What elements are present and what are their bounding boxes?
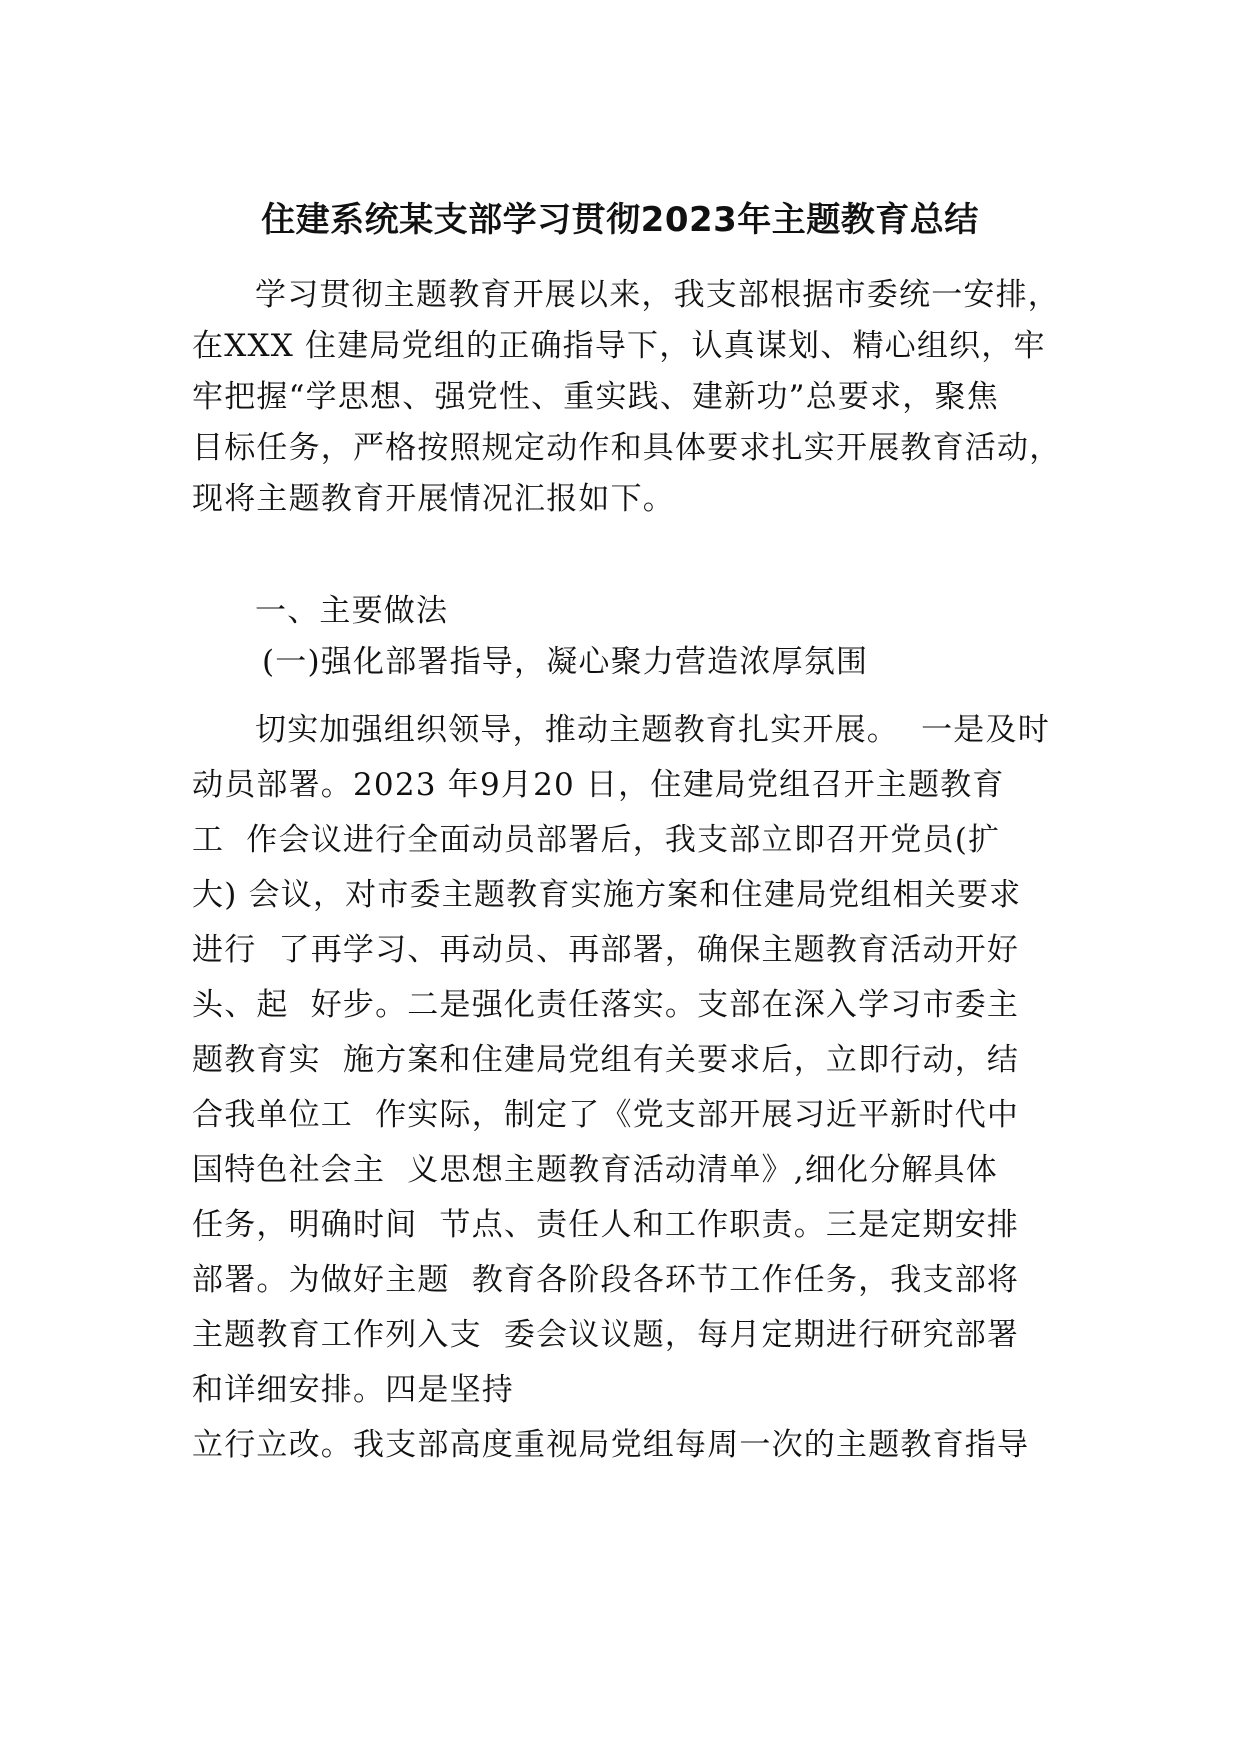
- body-line-15: 任务，明确时间 节点、责任人和工作职责。三是定期安排: [192, 1207, 1020, 1243]
- section-heading: 一、主要做法: [255, 593, 449, 629]
- body-line-13: 合我单位工 作实际，制定了《党支部开展习近平新时代中: [192, 1097, 1020, 1133]
- body-line-16: 部署。为做好主题 教育各阶段各环节工作任务，我支部将: [192, 1262, 1020, 1298]
- body-line-7: 动员部署。2023 年9月20 日，住建局党组召开主题教育: [192, 767, 1005, 803]
- body-line-8: 工 作会议进行全面动员部署后，我支部立即召开党员(扩: [192, 822, 1001, 858]
- body-line-1: 学习贯彻主题教育开展以来，我支部根据市委统一安排，: [255, 277, 1060, 313]
- body-line-5: 现将主题教育开展情况汇报如下。: [192, 481, 675, 517]
- subsection-heading: (一)强化部署指导，凝心聚力营造浓厚氛围: [262, 644, 869, 680]
- body-line-9: 大) 会议，对市委主题教育实施方案和住建局党组相关要求: [192, 877, 1022, 913]
- body-line-2: 在XXX 住建局党组的正确指导下，认真谋划、精心组织，牢: [192, 328, 1046, 364]
- body-line-3: 牢把握“学思想、强党性、重实践、建新功”总要求，聚焦: [192, 379, 999, 415]
- document-title: 住建系统某支部学习贯彻2023年主题教育总结: [261, 200, 979, 240]
- body-line-14: 国特色社会主 义思想主题教育活动清单》,细化分解具体: [192, 1152, 998, 1188]
- body-line-6: 切实加强组织领导，推动主题教育扎实开展。 一是及时: [255, 712, 1050, 748]
- body-line-17: 主题教育工作列入支 委会议议题，每月定期进行研究部署: [192, 1317, 1020, 1353]
- body-line-11: 头、起 好步。二是强化责任落实。支部在深入学习市委主: [192, 987, 1020, 1023]
- body-line-10: 进行 了再学习、再动员、再部署，确保主题教育活动开好: [192, 932, 1020, 968]
- body-line-19: 立行立改。我支部高度重视局党组每周一次的主题教育指导: [192, 1427, 1030, 1463]
- body-line-18: 和详细安排。四是坚持: [192, 1372, 514, 1408]
- body-line-4: 目标任务，严格按照规定动作和具体要求扎实开展教育活动，: [192, 430, 1062, 466]
- body-line-12: 题教育实 施方案和住建局党组有关要求后，立即行动，结: [192, 1042, 1020, 1078]
